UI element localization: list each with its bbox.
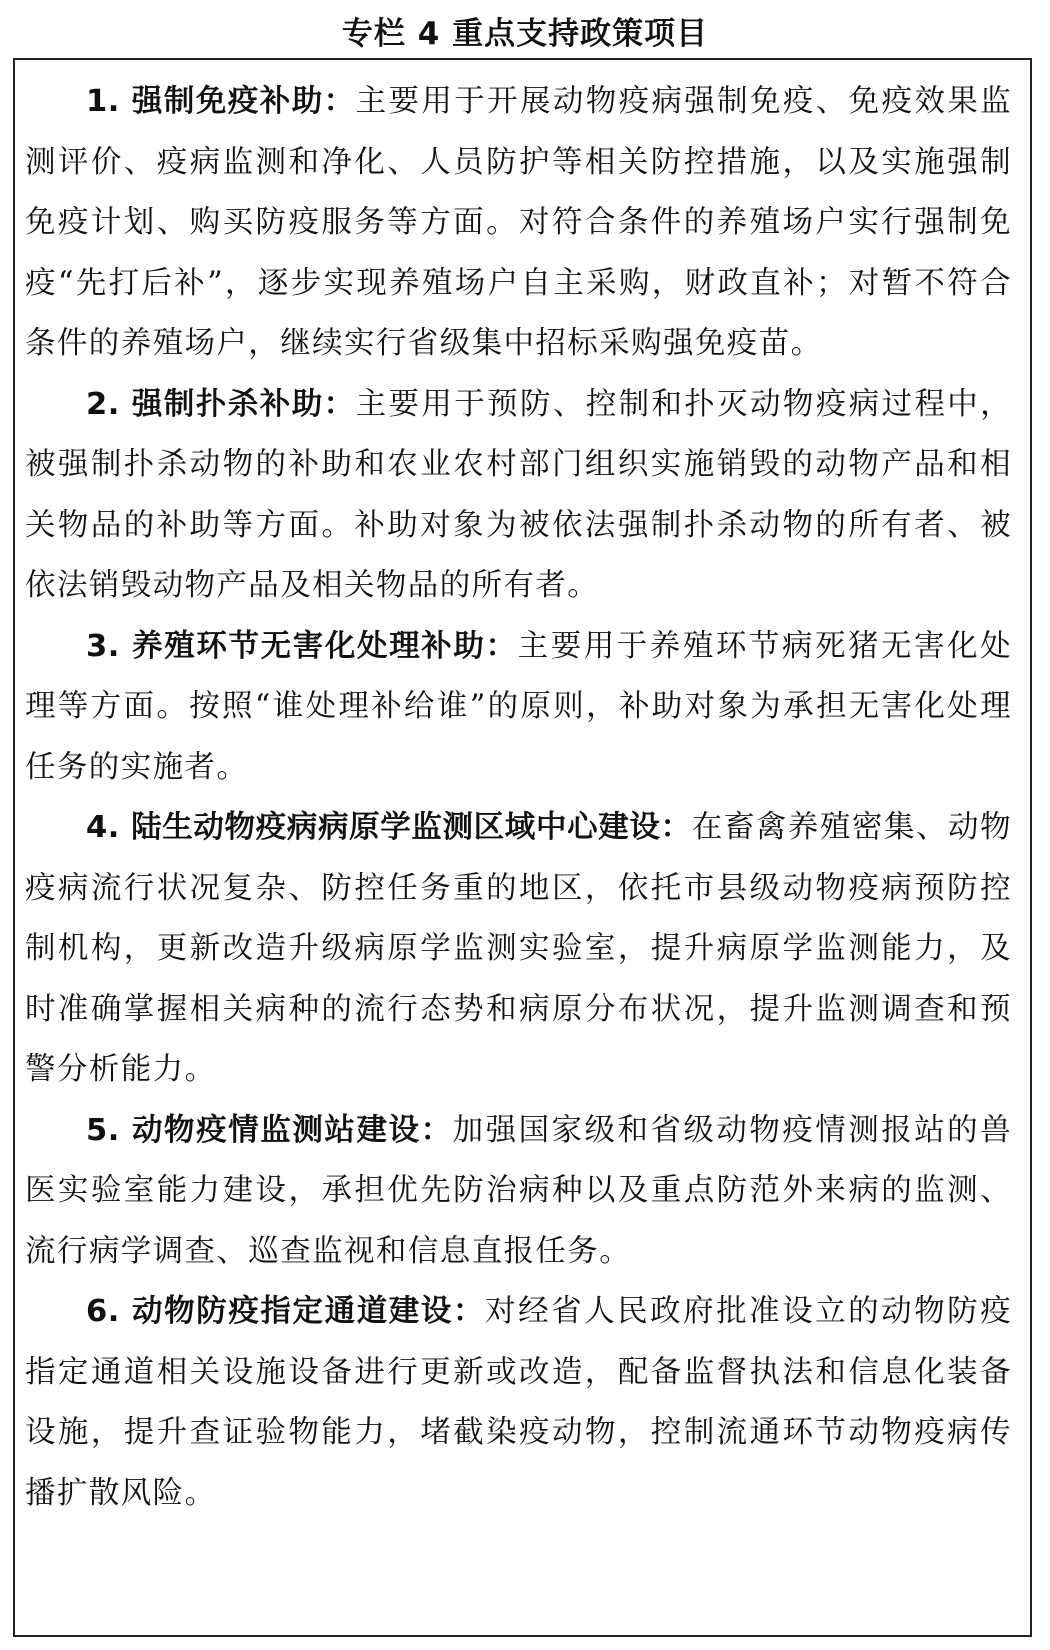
policy-item-pathogen-monitoring-center: [25, 798, 1012, 1101]
policy-item-compulsory-immunization: [25, 72, 1012, 375]
policy-item-heading: 5. 动物疫情监测站建设：: [86, 1112, 453, 1148]
policy-item-body: 在畜禽养殖密集、动物疫病流行状况复杂、防控任务重的地区，依托市县级动物疫病预防控制机构，更新改造升级病原学监测实验室，提升病原学监测能力，及时准确掌握相关病种的流行态势和病原分布状况，提升监测调查和预警分析能力。: [25, 810, 1012, 1087]
policy-item-body: 主要用于养殖环节病死猪无害化处理等方面。按照“谁处理补给谁”的原则，补助对象为承担无害化处理任务的实施者。: [25, 628, 1013, 785]
policy-item-heading: 1. 强制免疫补助：: [86, 84, 356, 119]
policy-item-body: 加强国家级和省级动物疫情测报站的兽医实验室能力建设，承担优先防治病种以及重点防范外来病的监测、流行病学调查、巡查监视和信息直报任务。: [25, 1112, 1012, 1269]
policy-item-heading: 2. 强制扑杀补助：: [86, 386, 356, 422]
policy-item-body: 对经省人民政府批准设立的动物防疫指定通道相关设施设备进行更新或改造，配备监督执法和信息化装备设施，提升查证验物能力，堵截染疫动物，控制流通环节动物疫病传播扩散风险。: [25, 1294, 1012, 1511]
policy-item-body: 主要用于开展动物疫病强制免疫、免疫效果监测评价、疫病监测和净化、人员防护等相关防控措施，以及实施强制免疫计划、购买防疫服务等方面。对符合条件的养殖场户实行强制免疫“先打后补”，逐步实现养殖场户自主采购，财政直补；对暂不符合条件的养殖场户，继续实行省级集中招标采购强免疫苗。: [25, 84, 1012, 361]
policy-box: [13, 58, 1032, 1637]
policy-item-compulsory-culling: [25, 375, 1012, 617]
policy-item-heading: 3. 养殖环节无害化处理补助：: [86, 628, 518, 664]
policy-item-harmless-treatment: [25, 617, 1012, 799]
box-title: 专栏 4 重点支持政策项目: [341, 16, 709, 52]
policy-item-heading: 4. 陆生动物疫病病原学监测区域中心建设：: [86, 810, 692, 845]
policy-item-epidemic-monitoring-station: [25, 1101, 1012, 1283]
policy-item-designated-channel: [25, 1282, 1012, 1524]
policy-item-heading: 6. 动物防疫指定通道建设：: [86, 1294, 486, 1329]
policy-item-body: 主要用于预防、控制和扑灭动物疫病过程中，被强制扑杀动物的补助和农业农村部门组织实施销毁的动物产品和相关物品的补助等方面。补助对象为被依法强制扑杀动物的所有者、被依法销毁动物产品及相关物品的所有者。: [25, 386, 1012, 603]
